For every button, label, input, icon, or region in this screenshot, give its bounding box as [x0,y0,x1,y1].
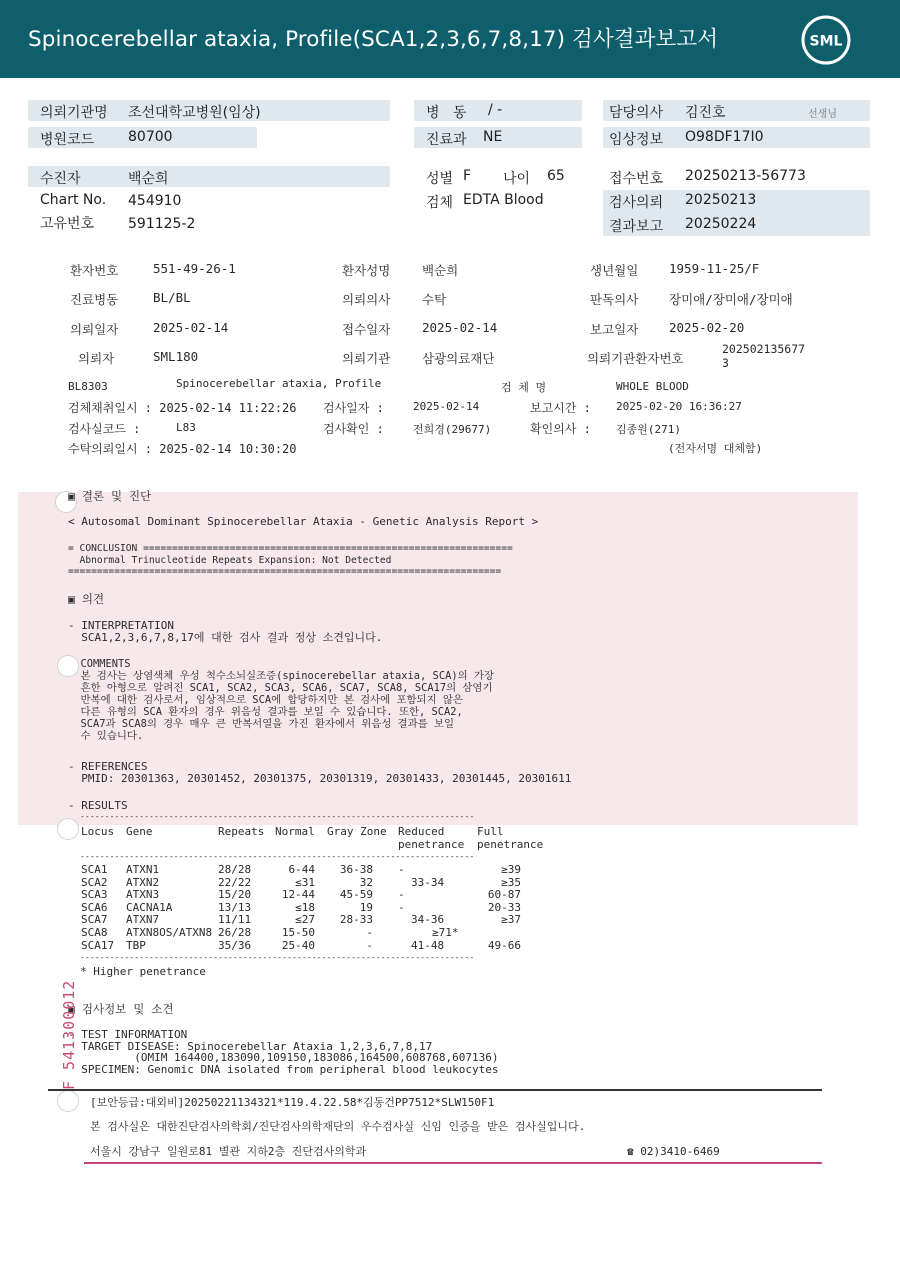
cell-normal: 12-44 [281,888,315,902]
punch-hole [57,818,79,840]
scan-r1-l3: 생년월일 [590,263,639,278]
cell-locus: SCA1 [81,863,108,876]
comments-block: COMMENTS 본 검사는 상염색체 우성 척수소뇌실조증(spinocerebellar ataxia, SCA)의 가장 흔한 아형으로 알려진 SCA1, SCA2, SCA3, SCA6, SCA7, SCA8, SCA17의 삼염기 반복에 대한 검사로서, 임상적으로 SCA에 합당하지만 본 검사에 포함되지 않은 다른 유형의 SCA 환자의 경우 위음성 결과를 보일 수 있습니다. 또한, SCA2, SCA7과 SCA8의 경우 매우 큰 반복서열을 가진 환자에서 위음성 결과를 보일 수 있습니다. [80,658,494,742]
conclusion-block: = CONCLUSION ================================================================ Abnormal Trinucleotide Repeats Expansion: Not Detected =========================================================================== [68,543,513,577]
spec-value: WHOLE BLOOD [616,380,689,393]
scan-r2-l1: 진료병동 [70,292,119,307]
col-full: Full [477,825,504,838]
security-stamp: [보안등급:대외비]20250221134321*119.4.22.58*김동건PP7512*SLW150F1 [90,1096,495,1109]
lab-code-label: 검사실코드 : [68,422,141,436]
cell-gray: 45-59 [339,888,373,902]
report-title: Spinocerebellar ataxia, Profile(SCA1,2,3,6,7,8,17) 검사결과보고서 [28,27,719,52]
exam-confirm-value: 전희경(29677) [413,423,492,436]
patient-label: 수진자 [40,171,81,187]
cell-reduced: 34-36 [411,913,445,927]
punch-hole [57,1090,79,1112]
section-testinfo-heading: ▣ 검사정보 및 소견 [68,1002,174,1016]
cell-normal: ≤18 [295,900,315,914]
cell-normal: ≤31 [295,875,315,889]
doctor-label: 담당의사 [609,105,664,121]
cell-gene: ATXN8OS/ATXN8 [126,926,213,939]
dept-value: NE [483,129,503,145]
cell-gene: CACNA1A [126,900,173,914]
clinical-value: O98DF17I0 [685,129,764,145]
scan-r1-l2: 환자성명 [342,263,391,278]
patient-bar [28,166,390,187]
scan-r1-l1: 환자번호 [70,263,119,278]
report-time-value: 2025-02-20 16:36:27 [616,400,742,413]
cell-repeats: 15/20 [218,888,252,902]
report-title-line: < Autosomal Dominant Spinocerebellar Ataxia - Genetic Analysis Report > [68,515,539,528]
exam-date-label: 검사일자 : [323,401,384,415]
col-repeats: Repeats [218,825,265,838]
age-label: 나이 [503,171,531,187]
collect-datetime: 검체채취일시 : 2025-02-14 11:22:26 [68,401,297,415]
receipt-label: 접수번호 [609,171,664,187]
clinical-label: 임상정보 [609,132,664,148]
cell-repeats: 11/11 [218,913,252,927]
confirm-doctor-value: 김종원(271) [616,423,681,436]
scan-r4-v3a: 202502135677 [722,342,806,356]
divider [48,1089,822,1091]
cell-reduced: - [398,863,405,876]
scan-r4-v2: 삼광의료재단 [422,351,495,366]
cell-repeats: 13/13 [218,900,252,914]
spec-label: 검 체 명 [501,381,547,394]
cell-reduced: 33-34 [411,875,445,889]
patient-value: 백순희 [128,171,169,187]
footnote: * Higher penetrance [80,965,206,978]
lab-code-value: L83 [176,421,196,434]
dash-line: -------------------------------------------------------------------------------- [80,811,475,821]
cell-full: 49-66 [487,938,521,952]
chart-label: Chart No. [40,192,107,208]
phone: ☎ 02)3410-6469 [627,1145,720,1158]
request-label: 검사의뢰 [609,195,664,211]
scan-r4-v3b: 3 [722,356,729,370]
logo-text: SML [809,33,843,50]
cell-reduced: ≥71* [432,926,459,939]
section-opinion-heading: ▣ 의견 [68,592,105,606]
scan-r3-l3: 보고일자 [590,322,639,337]
test-name: Spinocerebellar ataxia, Profile [176,377,382,390]
chart-value: 454910 [128,193,182,209]
scan-r4-l1: 의뢰자 [78,351,115,366]
accent-line [84,1162,822,1164]
cell-normal: 15-50 [281,926,315,939]
col-reduced: Reduced [398,825,445,838]
col-gene: Gene [126,825,153,838]
doctor-value: 김진호 [685,105,726,121]
sml-logo [800,14,852,66]
cell-repeats: 28/28 [218,863,252,876]
exam-confirm-label: 검사확인 : [323,422,384,436]
cell-normal: 25-40 [281,938,315,952]
references-block: - REFERENCES PMID: 20301363, 20301452, 20301375, 20301319, 20301433, 20301445, 20301611 [68,760,572,785]
request-value: 20250213 [685,192,757,208]
scan-r2-v3: 장미애/장미애/장미애 [669,292,793,307]
cell-repeats: 22/22 [218,875,252,889]
certification: 본 검사실은 대한진단검사의학회/진단검사의학재단의 우수검사실 신임 인증을 받은 검사실입니다. [90,1120,586,1133]
scan-r2-v2: 수탁 [422,292,447,307]
consign-datetime: 수탁의뢰일시 : 2025-02-14 10:30:20 [68,442,297,456]
cell-full: ≥35 [501,875,521,889]
cell-gray: - [366,938,373,952]
cell-reduced: - [398,900,405,914]
cell-locus: SCA17 [81,938,115,952]
scan-r1-v1: 551-49-26-1 [153,261,236,276]
section-conclusion-heading: ▣ 결론 및 진단 [68,489,152,503]
receipt-value: 20250213-56773 [685,168,806,184]
cell-full: ≥37 [501,913,521,927]
ward-value: / - [488,102,503,118]
age-value: 65 [547,168,565,184]
cell-gene: ATXN2 [126,875,160,889]
cell-gray: 32 [359,875,373,889]
testinfo-block: - TEST INFORMATION TARGET DISEASE: Spinocerebellar Ataxia 1,2,3,6,7,8,17 (OMIM 164400,183090,109150,183086,164500,608768,607136) SPECIMEN: Genomic DNA isolated from peripheral blood leukocytes [68,1028,499,1076]
report-value: 20250224 [685,216,757,232]
report-label: 결과보고 [609,219,664,235]
scan-r2-v1: BL/BL [153,290,191,305]
scan-r4-v1: SML180 [153,349,199,364]
cell-gene: ATXN3 [126,888,160,902]
cell-normal: ≤27 [295,913,315,927]
cell-locus: SCA7 [81,913,108,927]
doctor-suffix: 선생님 [808,109,837,120]
specimen-value: EDTA Blood [463,192,544,208]
scan-r2-l2: 의뢰의사 [342,292,391,307]
cell-gray: - [366,926,373,939]
scan-r3-v1: 2025-02-14 [153,320,229,335]
report-time-label: 보고시간 : [530,401,591,415]
ward-label: 병 동 [426,105,467,121]
test-code: BL8303 [68,380,108,393]
dash-line: -------------------------------------------------------------------------------- [80,851,475,861]
sex-value: F [463,168,472,184]
scan-r3-l2: 접수일자 [342,322,391,337]
org-value: 조선대학교병원(임상) [128,105,261,121]
cell-reduced: - [398,888,405,902]
address: 서울시 강남구 일원로81 별관 지하2층 진단검사의학과 [90,1145,367,1158]
cell-gray: 36-38 [339,863,373,876]
cell-full: 60-87 [487,888,521,902]
dept-label: 진료과 [426,132,467,148]
col-gray: Gray Zone [327,825,387,838]
cell-locus: SCA2 [81,875,108,889]
confirm-doctor-label: 확인의사 : [530,422,591,436]
col-reduced-2: penetrance [398,838,465,851]
scan-r4-l3: 의뢰기관환자번호 [587,351,684,366]
report-header [0,0,900,78]
dash-line: -------------------------------------------------------------------------------- [80,952,475,962]
code-value: 80700 [128,129,173,145]
cell-locus: SCA6 [81,900,108,914]
cell-full: ≥39 [501,863,521,876]
cell-normal: 6-44 [288,863,315,876]
scan-r1-v2: 백순희 [422,263,459,278]
sex-label: 성별 [426,171,454,187]
cell-gray: 19 [359,900,373,914]
scan-r3-v3: 2025-02-20 [669,320,745,335]
side-serial: F 541300012 [60,979,78,1090]
col-full-2: penetrance [477,838,544,851]
id-value: 591125-2 [128,216,196,232]
cell-repeats: 26/28 [218,926,252,939]
scan-r4-l2: 의뢰기관 [342,351,391,366]
org-label: 의뢰기관명 [40,105,108,121]
cell-repeats: 35/36 [218,938,252,952]
scan-r3-l1: 의뢰일자 [70,322,119,337]
signature-note: (전자서명 대체함) [668,442,763,455]
exam-date-value: 2025-02-14 [413,400,480,413]
col-normal: Normal [275,825,315,838]
scan-r3-v2: 2025-02-14 [422,320,498,335]
cell-full: 20-33 [487,900,521,914]
code-label: 병원코드 [40,132,95,148]
interpretation-block: - INTERPRETATION SCA1,2,3,6,7,8,17에 대한 검사 결과 정상 소견입니다. [68,619,383,644]
cell-gray: 28-33 [339,913,373,927]
cell-gene: ATXN7 [126,913,160,927]
cell-gene: ATXN1 [126,863,160,876]
scan-r1-v3: 1959-11-25/F [669,261,760,276]
specimen-label: 검체 [426,195,454,211]
results-heading: - RESULTS [68,799,128,812]
cell-gene: TBP [126,938,146,952]
id-label: 고유번호 [40,216,95,232]
cell-locus: SCA3 [81,888,108,902]
col-locus: Locus [81,825,115,838]
cell-reduced: 41-48 [411,938,445,952]
cell-locus: SCA8 [81,926,108,939]
scan-r2-l3: 판독의사 [590,292,639,307]
